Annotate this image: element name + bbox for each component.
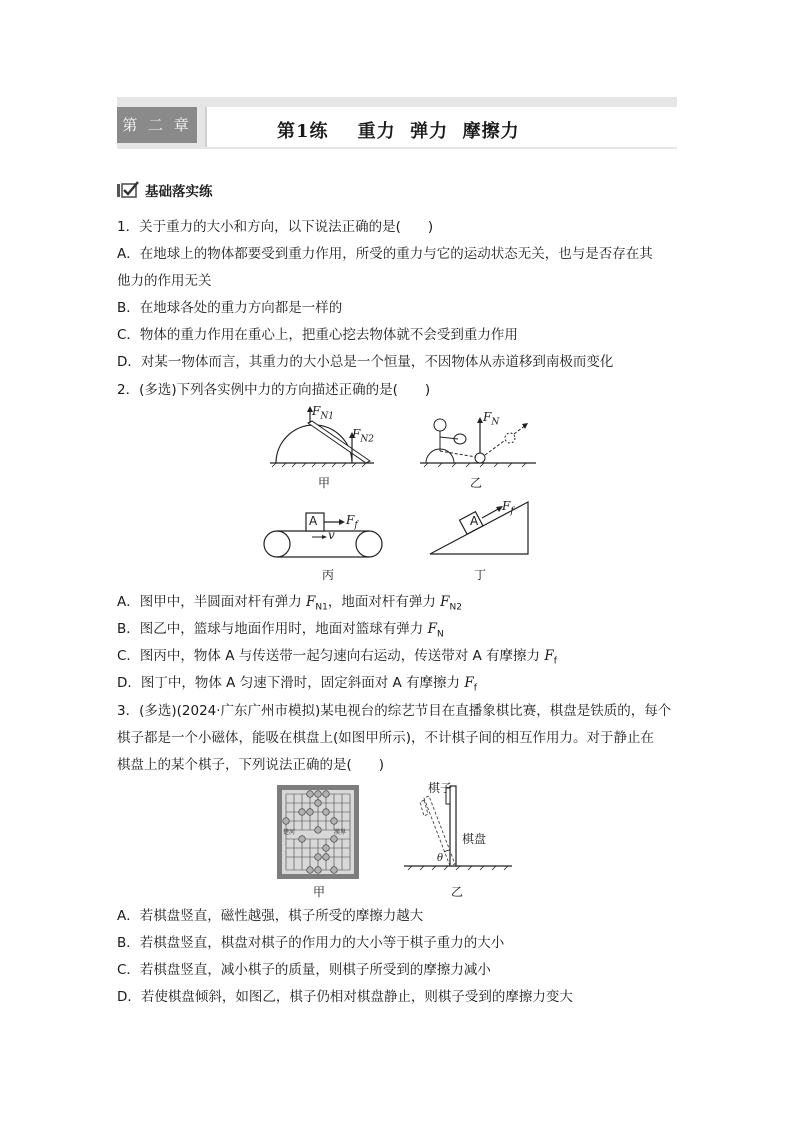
block-a-label-ding: A xyxy=(470,514,479,528)
fig-bing-caption: 丙 xyxy=(322,568,335,582)
fn-label: $F_N$ xyxy=(483,410,500,428)
block-a-label-bing: A xyxy=(309,514,318,528)
q2-figure-ding xyxy=(428,496,532,558)
fig-jia-caption: 甲 xyxy=(318,476,331,490)
fn2-label: $F_{N2}$ xyxy=(352,427,374,445)
q1-option-d: D．对某一物体而言，其重力的大小总是一个恒量，不因物体从赤道移到南极而变化 xyxy=(117,354,614,370)
q2-option-c: C．图丙中，物体 A 与传送带一起匀速向右运动，传送带对 A 有摩擦力 $F_f$ xyxy=(117,648,557,667)
q3-fig-jia-caption: 甲 xyxy=(313,885,326,899)
q2-figure-yi xyxy=(418,405,538,469)
q1-option-c: C．物体的重力作用在重心上，把重心挖去物体就不会受到重力作用 xyxy=(117,327,518,343)
checkbox-icon xyxy=(117,181,139,199)
q2-stem: 2．(多选)下列各实例中力的方向描述正确的是( ) xyxy=(117,382,431,398)
q3-option-b: B．若棋盘竖直，棋盘对棋子的作用力的大小等于棋子重力的大小 xyxy=(117,935,505,951)
q3-option-a: A．若棋盘竖直，磁性越强，棋子所受的摩擦力越大 xyxy=(117,908,424,924)
page-title: 第1练 重力 弹力 摩擦力 xyxy=(277,121,520,142)
section-title: 基础落实练 xyxy=(145,184,213,200)
q3-stem-line3: 棋盘上的某个棋子，下列说法正确的是( ) xyxy=(117,757,385,773)
q2-option-a: A．图甲中，半圆面对杆有弹力 $F_{N1}$，地面对杆有弹力 $F_{N2}$ xyxy=(117,594,463,613)
v-label: v xyxy=(328,528,335,542)
chapter-tab: 第 二 章 xyxy=(117,107,197,143)
fn1-label: $F_{N1}$ xyxy=(312,404,334,422)
q3-option-c: C．若棋盘竖直，减小棋子的质量，则棋子所受到的摩擦力减小 xyxy=(117,962,491,978)
qizi-label: 棋子 xyxy=(428,781,453,795)
q2-option-b: B．图乙中，篮球与地面作用时，地面对篮球有弹力 $F_N$ xyxy=(117,621,444,640)
q2-figure-bing xyxy=(262,508,384,562)
q3-figure-yi-board xyxy=(402,782,514,872)
q1-option-a-line1: A．在地球上的物体都要受到重力作用，所受的重力与它的运动状态无关，也与是否存在其 xyxy=(117,246,653,262)
river-right-label: 漢界 xyxy=(334,829,347,836)
q3-stem-line2: 棋子都是一个小磁体，能吸在棋盘上(如图甲所示)，不计棋子间的相互作用力。对于静止在 xyxy=(117,730,655,746)
fig-ding-caption: 丁 xyxy=(474,568,487,582)
q2-option-d: D．图丁中，物体 A 匀速下滑时，固定斜面对 A 有摩擦力 $F_f$ xyxy=(117,675,477,694)
fig-yi-caption: 乙 xyxy=(470,476,483,490)
q1-option-b: B．在地球各处的重力方向都是一样的 xyxy=(117,300,343,316)
q3-stem-line1: 3．(多选)(2024·广东广州市模拟)某电视台的综艺节目在直播象棋比赛，棋盘是铁质的，每个 xyxy=(117,703,672,719)
q3-fig-yi-caption: 乙 xyxy=(451,885,464,899)
qipan-label: 棋盘 xyxy=(462,832,487,846)
ff-label-ding: $F_f$ xyxy=(502,499,514,517)
q3-option-d: D．若使棋盘倾斜，如图乙，棋子仍相对棋盘静止，则棋子受到的摩擦力变大 xyxy=(117,989,573,1005)
theta-label: θ xyxy=(437,853,444,864)
q1-stem: 1．关于重力的大小和方向，以下说法正确的是( ) xyxy=(117,219,434,235)
q1-option-a-line2: 他力的作用无关 xyxy=(117,273,212,289)
ff-label-bing: $F_f$ xyxy=(346,513,358,531)
section-heading xyxy=(117,180,213,200)
river-left-label: 楚河 xyxy=(283,829,296,836)
